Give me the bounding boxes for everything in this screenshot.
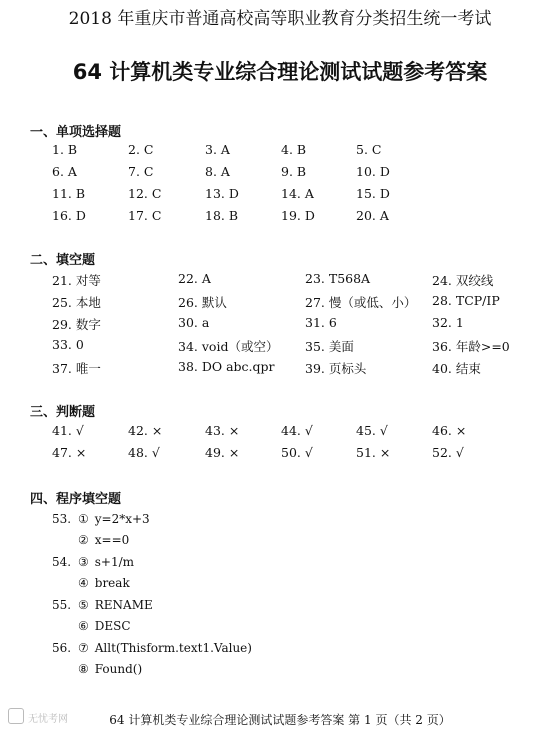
answer-item: 50. √ [281,445,313,460]
answer-item: 33. 0 [52,337,84,352]
blank-marker: ⑧ [78,662,89,676]
answer-item: 24. 双绞线 [432,273,494,288]
answer-item: 3. A [205,142,230,157]
answer-item: 15. D [356,186,390,201]
answer-item: 8. A [205,164,230,179]
answer-item: 2. C [128,142,154,157]
blank-answer: break [94,576,130,590]
answer-item: 25. 本地 [52,295,101,310]
answer-item: 5. C [356,142,382,157]
answer-item: 52. √ [432,445,464,460]
answer-item: 18. B [205,208,239,223]
answer-item: 49. × [205,445,240,460]
answer-item: 27. 慢（或低、小） [305,295,417,310]
blank-marker: ⑥ [78,619,89,633]
answer-item: 38. DO abc.qpr [178,359,275,374]
program-answer-row [52,512,150,526]
answer-item: 35. 美面 [305,339,354,354]
blank-marker: ② [78,533,89,547]
answer-item: 32. 1 [432,315,464,330]
answer-row [0,271,560,291]
watermark-text: 无忧考网 [28,714,68,725]
blank-marker: ③ [78,555,89,569]
program-answer-row [52,533,129,547]
answer-item: 21. 对等 [52,273,101,288]
answer-item: 48. √ [128,445,160,460]
answer-row [0,208,560,228]
program-answer-row [52,576,130,590]
question-number: 56. [52,641,72,655]
blank-marker: ④ [78,576,89,590]
answer-item: 43. × [205,423,240,438]
answer-item: 19. D [281,208,315,223]
blank-marker: ① [78,512,89,526]
answer-item: 36. 年龄>=0 [432,339,510,354]
blank-answer: RENAME [94,598,153,612]
answer-item: 51. × [356,445,391,460]
answer-item: 47. × [52,445,87,460]
blank-answer: s+1/m [94,555,135,569]
question-number: 53. [52,512,72,526]
answer-item: 20. A [356,208,389,223]
section-heading-true-false: 三、判断题 [30,405,96,420]
answer-row [0,186,560,206]
answer-row [0,315,560,335]
answer-item: 39. 页标头 [305,361,367,376]
page-footer: 64 计算机类专业综合理论测试试题参考答案 第 1 页（共 2 页） [109,713,451,727]
answer-item: 1. B [52,142,78,157]
blank-marker: ⑤ [78,598,89,612]
answer-item: 17. C [128,208,162,223]
program-answer-row [52,619,131,633]
program-answer-row [52,598,153,612]
answer-item: 16. D [52,208,86,223]
answer-item: 23. T568A [305,271,371,286]
answer-item: 45. √ [356,423,388,438]
answer-item: 11. B [52,186,86,201]
answer-row [0,142,560,162]
answer-item: 14. A [281,186,314,201]
answer-item: 34. void（或空） [178,339,279,354]
answer-item: 40. 结束 [432,361,481,376]
blank-answer: x==0 [94,533,130,547]
blank-answer: Allt(Thisform.text1.Value) [94,641,252,655]
answer-item: 10. D [356,164,390,179]
answer-item: 28. TCP/IP [432,293,500,308]
program-answer-row [52,662,142,676]
answer-item: 30. a [178,315,210,330]
answer-item: 46. × [432,423,467,438]
answer-row [0,359,560,379]
answer-item: 22. A [178,271,211,286]
answer-row [0,164,560,184]
program-answer-row [52,641,252,655]
answer-item: 42. × [128,423,163,438]
blank-answer: DESC [94,619,131,633]
blank-marker: ⑦ [78,641,89,655]
answer-row [0,423,560,443]
program-answer-row [52,555,134,569]
answer-item: 29. 数字 [52,317,101,332]
answer-item: 9. B [281,164,307,179]
answer-item: 44. √ [281,423,313,438]
paper-title: 64 计算机类专业综合理论测试试题参考答案 [72,60,488,84]
section-heading-single-choice: 一、单项选择题 [30,125,122,140]
answer-item: 4. B [281,142,307,157]
answer-item: 31. 6 [305,315,337,330]
answer-item: 7. C [128,164,154,179]
answer-item: 12. C [128,186,162,201]
answer-item: 6. A [52,164,77,179]
question-number: 54. [52,555,72,569]
section-heading-fill-blank: 二、填空题 [30,253,96,268]
answer-item: 37. 唯一 [52,361,101,376]
question-number: 55. [52,598,72,612]
answer-item: 41. √ [52,423,84,438]
blank-answer: y=2*x+3 [94,512,150,526]
answer-item: 26. 默认 [178,295,227,310]
answer-row [0,293,560,313]
answer-row [0,445,560,465]
section-heading-program-fill: 四、程序填空题 [30,492,122,507]
answer-item: 13. D [205,186,239,201]
answer-row [0,337,560,357]
exam-title: 2018 年重庆市普通高校高等职业教育分类招生统一考试 [68,9,492,29]
blank-answer: Found() [94,662,143,676]
